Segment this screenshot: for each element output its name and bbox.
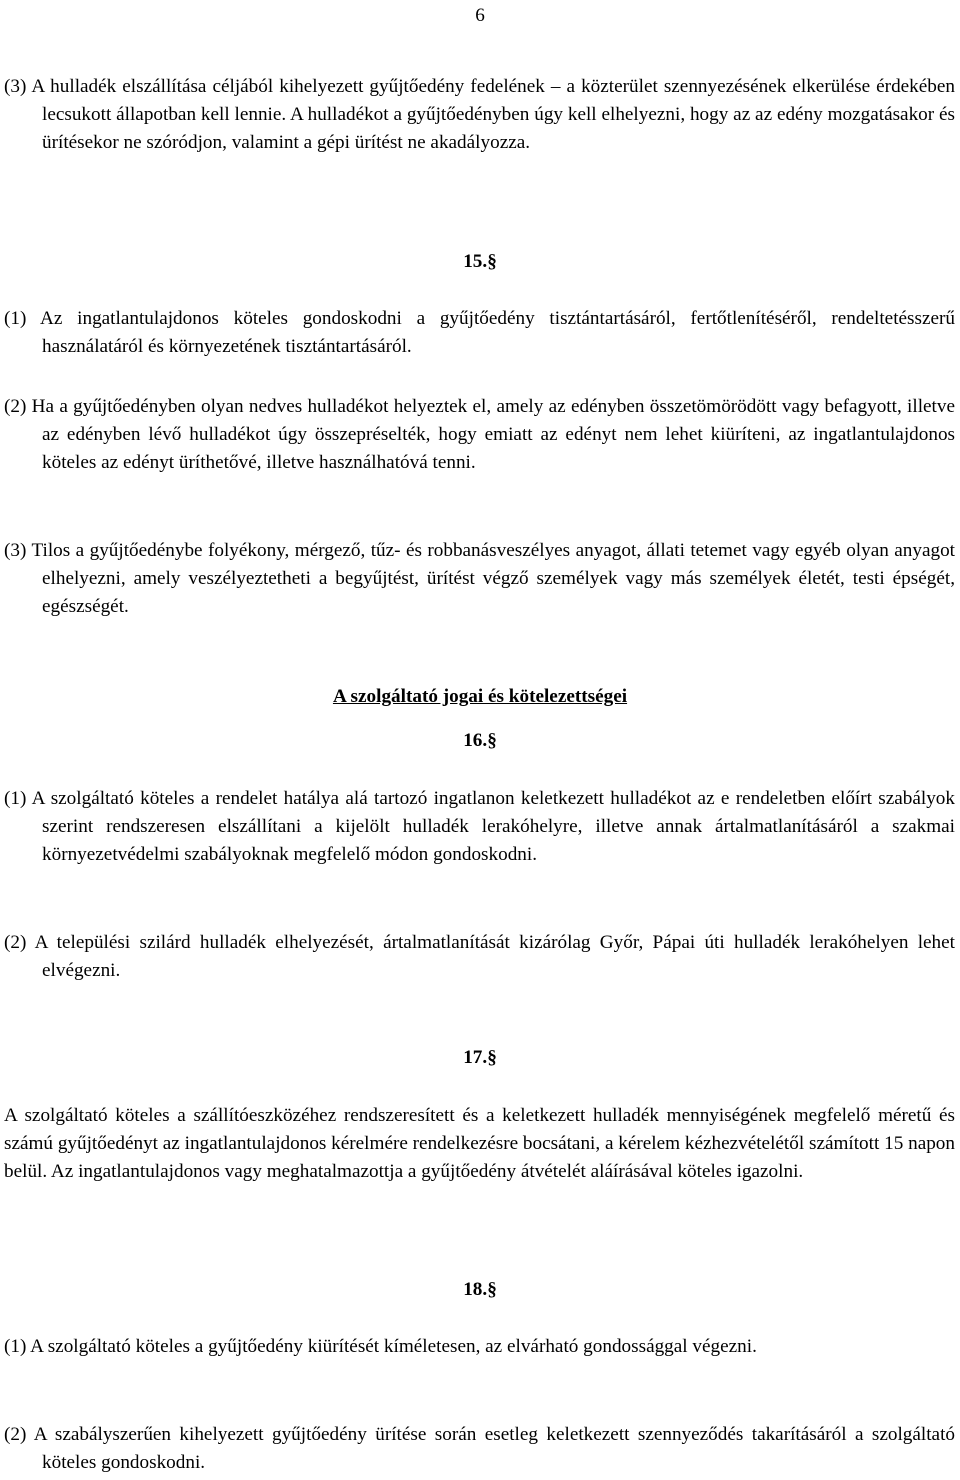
- paragraph-block: [4, 1333, 955, 1361]
- paragraph-block: [4, 929, 955, 985]
- paragraph: (2) A települési szilárd hulladék elhelyezését, ártalmatlanítását kizárólag Győr, Pápai úti hulladék lerakóhelyen lehet elvégezni.: [4, 932, 955, 981]
- paragraph: (1) A szolgáltató köteles a rendelet hatálya alá tartozó ingatlanon keletkezett hulladékot az e rendeletben előírt szabályok szerint rendszeresen elszállítani a kijelölt hulladék lerakóhelyre, illetve annak ártalmatlanításáról a szakmai környezetvédelmi szabályoknak megfelelő módon gondoskodni.: [4, 788, 955, 865]
- paragraph: (3) Tilos a gyűjtőedénybe folyékony, mérgező, tűz- és robbanásveszélyes anyagot, állati tetemet vagy egyéb olyan anyagot elhelyezni, amely veszélyeztetheti a begyűjtést, ürítést végző személyek vagy más személyek életét, testi épségét, egészségét.: [4, 540, 955, 617]
- paragraph: (2) Ha a gyűjtőedényben olyan nedves hulladékot helyeztek el, amely az edényben összetömörödött vagy befagyott, illetve az edényben lévő hulladékot úgy összepréselték, hogy emiatt az edényt nem lehet kiüríteni, az ingatlantulajdonos köteles az edényt üríthetővé, illetve használhatóvá tenni.: [4, 396, 955, 473]
- section-number: 15.§: [463, 251, 497, 272]
- section-number: 17.§: [463, 1047, 497, 1068]
- paragraph-block: [4, 305, 955, 361]
- paragraph-block: [4, 785, 955, 869]
- paragraph-block: [4, 1421, 955, 1477]
- section-heading: A szolgáltató jogai és kötelezettségei: [332, 686, 628, 707]
- paragraph: A szolgáltató köteles a szállítóeszközéhez rendszeresített és a keletkezett hulladék mennyiségének megfelelő méretű és számú gyűjtőedényt az ingatlantulajdonos kérelmére rendelkezésre bocsátani, a kérelem kézhezvételétől számított 15 napon belül. Az ingatlantulajdonos vagy meghatalmazottja a gyűjtőedény átvételét aláírásával köteles igazolni.: [4, 1105, 955, 1182]
- paragraph-block: [4, 1102, 955, 1186]
- section-number: 16.§: [463, 730, 497, 751]
- paragraph: (2) A szabályszerűen kihelyezett gyűjtőedény ürítése során esetleg keletkezett szennyeződés takarításáról a szolgáltató köteles gondoskodni.: [4, 1424, 955, 1473]
- paragraph: (1) A szolgáltató köteles a gyűjtőedény kiürítését kíméletesen, az elvárható gondossággal végezni.: [4, 1336, 757, 1357]
- section-sign-icon: §: [487, 1047, 497, 1068]
- paragraph: (3) A hulladék elszállítása céljából kihelyezett gyűjtőedény fedelének – a közterület szennyezésének elkerülése érdekében lecsukott állapotban kell lennie. A hulladékot a gyűjtőedényben úgy kell elhelyezni, hogy az az edény mozgatásakor és ürítésekor ne szóródjon, valamint a gépi ürítést ne akadályozza.: [4, 76, 955, 153]
- paragraph: (1) Az ingatlantulajdonos köteles gondoskodni a gyűjtőedény tisztántartásáról, fertőtlenítéséről, rendeltetésszerű használatáról és környezetének tisztántartásáról.: [4, 308, 955, 357]
- paragraph-block: [4, 537, 955, 621]
- paragraph-block: [4, 393, 955, 477]
- section-sign-icon: §: [487, 730, 497, 751]
- section-sign-icon: §: [487, 1279, 497, 1300]
- section-sign-icon: §: [487, 251, 497, 272]
- paragraph-block: [4, 73, 955, 157]
- section-number: 18.§: [463, 1279, 497, 1300]
- page-number: 6: [475, 5, 485, 26]
